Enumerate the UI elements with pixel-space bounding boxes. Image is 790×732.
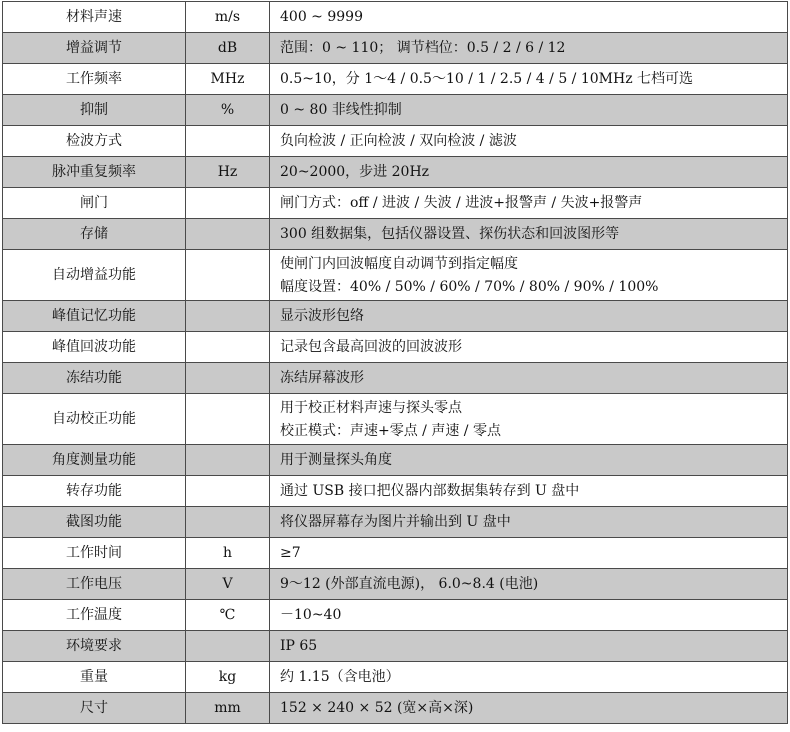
spec-name: 工作时间: [3, 538, 186, 569]
spec-value-line: 20~2000，步进 20Hz: [280, 164, 430, 180]
spec-value: [270, 95, 788, 126]
spec-value-line: 400 ~ 9999: [280, 9, 363, 25]
table-row: [3, 157, 788, 188]
table-row: [3, 2, 788, 33]
table-row: [3, 394, 788, 445]
spec-unit: Hz: [186, 157, 270, 188]
spec-value-line: 0 ~ 80 非线性抑制: [280, 102, 402, 118]
spec-unit: [186, 188, 270, 219]
spec-value: [270, 332, 788, 363]
table-row: [3, 332, 788, 363]
spec-unit: kg: [186, 662, 270, 693]
spec-value-line: 使闸门内回波幅度自动调节到指定幅度: [280, 255, 518, 272]
spec-name: 工作电压: [3, 569, 186, 600]
table-row: [3, 662, 788, 693]
spec-name: 冻结功能: [3, 363, 186, 394]
table-row: [3, 250, 788, 301]
spec-value: [270, 693, 788, 724]
spec-unit: [186, 394, 270, 445]
spec-value-line: 通过 USB 接口把仪器内部数据集转存到 U 盘中: [280, 483, 580, 499]
table-row: [3, 569, 788, 600]
spec-value-line: 幅度设置：40% / 50% / 60% / 70% / 80% / 90% / 100%: [280, 278, 659, 295]
table-row: [3, 188, 788, 219]
spec-name: 重量: [3, 662, 186, 693]
spec-name: 增益调节: [3, 33, 186, 64]
spec-value: [270, 301, 788, 332]
spec-value-line: 显示波形包络: [280, 308, 364, 324]
spec-value-line: 校正模式：声速+零点 / 声速 / 零点: [280, 422, 501, 439]
table-row: [3, 301, 788, 332]
table-row: [3, 126, 788, 157]
table-row: [3, 95, 788, 126]
table-row: [3, 631, 788, 662]
spec-unit: [186, 507, 270, 538]
table-row: [3, 33, 788, 64]
spec-value: [270, 188, 788, 219]
spec-value-line: 将仪器屏幕存为图片并输出到 U 盘中: [280, 514, 511, 530]
spec-value-line: 300 组数据集，包括仪器设置、探伤状态和回波图形等: [280, 226, 620, 242]
table-row: [3, 219, 788, 250]
spec-value: [270, 363, 788, 394]
spec-value-line: IP 65: [280, 638, 318, 654]
spec-unit: [186, 332, 270, 363]
spec-value: [270, 219, 788, 250]
spec-name: 环境要求: [3, 631, 186, 662]
spec-unit: [186, 631, 270, 662]
spec-value: [270, 538, 788, 569]
spec-unit: [186, 363, 270, 394]
spec-value-line: 9～12 (外部直流电源)， 6.0~8.4 (电池): [280, 576, 539, 592]
spec-unit: [186, 126, 270, 157]
spec-unit: [186, 301, 270, 332]
spec-unit: [186, 445, 270, 476]
spec-value: [270, 476, 788, 507]
spec-unit: dB: [186, 33, 270, 64]
spec-value-line: 用于校正材料声速与探头零点: [280, 399, 462, 416]
spec-value: [270, 126, 788, 157]
table-row: [3, 693, 788, 724]
spec-name: 存储: [3, 219, 186, 250]
spec-name: 尺寸: [3, 693, 186, 724]
spec-value-line: 用于测量探头角度: [280, 452, 392, 468]
spec-name: 材料声速: [3, 2, 186, 33]
spec-name: 转存功能: [3, 476, 186, 507]
spec-name: 峰值记忆功能: [3, 301, 186, 332]
spec-value-line: ≥7: [280, 545, 301, 561]
spec-unit: %: [186, 95, 270, 126]
spec-value: [270, 157, 788, 188]
spec-name: 闸门: [3, 188, 186, 219]
spec-value: [270, 250, 788, 301]
spec-unit: ℃: [186, 600, 270, 631]
spec-unit: [186, 476, 270, 507]
spec-value-line: 冻结屏幕波形: [280, 370, 364, 386]
spec-value-line: 约 1.15（含电池）: [280, 669, 400, 685]
table-row: [3, 600, 788, 631]
spec-name: 检波方式: [3, 126, 186, 157]
spec-name: 角度测量功能: [3, 445, 186, 476]
spec-table: [2, 1, 788, 724]
spec-value: [270, 33, 788, 64]
table-row: [3, 538, 788, 569]
spec-value: [270, 631, 788, 662]
spec-value-line: 152 × 240 × 52 (宽×高×深): [280, 700, 474, 716]
spec-name: 峰值回波功能: [3, 332, 186, 363]
spec-name: 工作频率: [3, 64, 186, 95]
spec-value-line: －10~40: [280, 607, 342, 623]
table-row: [3, 445, 788, 476]
spec-value: [270, 662, 788, 693]
spec-value: [270, 445, 788, 476]
table-row: [3, 476, 788, 507]
spec-name: 自动校正功能: [3, 394, 186, 445]
spec-value: [270, 2, 788, 33]
table-row: [3, 507, 788, 538]
spec-name: 自动增益功能: [3, 250, 186, 301]
spec-value: [270, 569, 788, 600]
spec-unit: m/s: [186, 2, 270, 33]
spec-name: 脉冲重复频率: [3, 157, 186, 188]
spec-name: 截图功能: [3, 507, 186, 538]
spec-value-line: 闸门方式：off / 进波 / 失波 / 进波+报警声 / 失波+报警声: [280, 195, 643, 211]
spec-unit: [186, 219, 270, 250]
table-row: [3, 64, 788, 95]
spec-unit: mm: [186, 693, 270, 724]
spec-value-line: 记录包含最高回波的回波波形: [280, 339, 462, 355]
spec-table-body: [3, 2, 788, 724]
spec-value: [270, 507, 788, 538]
spec-name: 工作温度: [3, 600, 186, 631]
spec-name: 抑制: [3, 95, 186, 126]
spec-unit: MHz: [186, 64, 270, 95]
spec-unit: [186, 250, 270, 301]
spec-value: [270, 600, 788, 631]
spec-unit: h: [186, 538, 270, 569]
spec-value: [270, 64, 788, 95]
spec-unit: V: [186, 569, 270, 600]
table-row: [3, 363, 788, 394]
spec-value-line: 负向检波 / 正向检波 / 双向检波 / 滤波: [280, 133, 517, 149]
spec-value-line: 范围：0 ~ 110； 调节档位：0.5 / 2 / 6 / 12: [280, 40, 566, 56]
spec-value-line: 0.5~10，分 1～4 / 0.5～10 / 1 / 2.5 / 4 / 5 / 10MHz 七档可选: [280, 71, 694, 87]
spec-value: [270, 394, 788, 445]
